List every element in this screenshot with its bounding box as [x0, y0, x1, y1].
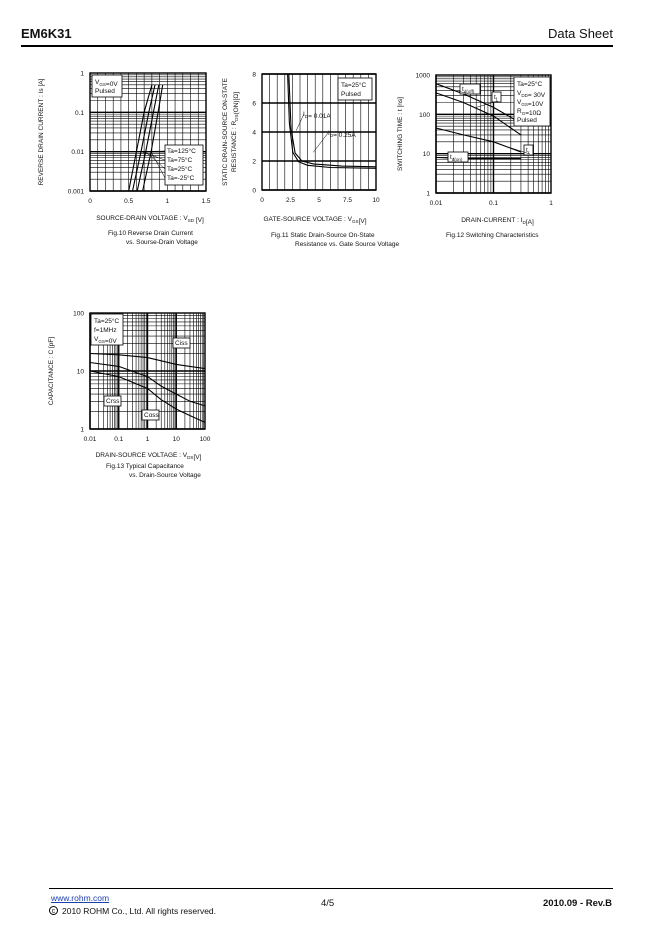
x-tick-label: 1: [145, 436, 150, 443]
series-line: [436, 128, 521, 152]
y-tick-label: 1: [80, 426, 84, 434]
y-tick-label: 1000: [415, 72, 430, 80]
caption-text: Fig.12 Switching Characteristics: [446, 232, 539, 239]
condition-text: f=1MHz: [94, 327, 117, 334]
y-tick-label: 0: [252, 187, 256, 195]
y-tick-label: 0.01: [71, 149, 84, 157]
series-label: $t_r$: [526, 147, 530, 155]
chart-fig12: [397, 73, 553, 240]
revision: 2010.09 - Rev.B: [542, 898, 612, 909]
y-tick-label: 100: [419, 111, 430, 119]
footer-rule: [49, 888, 613, 889]
chart-fig10: [38, 71, 211, 247]
x-axis-label: SOURCE-DRAIN VOLTAGE : $V_{SD}$ [V]: [96, 215, 204, 224]
series-label: Ciss: [175, 340, 188, 347]
x-tick-label: 100: [199, 436, 211, 443]
y-tick-label: 10: [76, 368, 84, 376]
y-tick-label: 10: [422, 151, 430, 159]
website-link[interactable]: www.rohm.com: [51, 893, 110, 903]
x-tick-label: 2.5: [285, 197, 296, 204]
x-axis-label: GATE-SOURCE VOLTAGE : $V_{GS}[V]$: [263, 216, 367, 225]
y-tick-label: 0.1: [74, 109, 84, 117]
y-tick-label: 2: [252, 158, 256, 166]
series-label: Crss: [106, 398, 120, 405]
condition-text: $R_G=10\Omega$: [517, 108, 542, 117]
y-axis-label: SWITCHING TIME : t [ns]: [397, 97, 404, 171]
page-number: 4/5: [321, 898, 335, 909]
document-type: Data Sheet: [547, 26, 613, 41]
x-tick-label: 1: [165, 198, 170, 205]
condition-text: Pulsed: [95, 88, 115, 95]
condition-text: $V_{GS}=0V$: [94, 336, 117, 345]
x-tick-label: 0.01: [83, 436, 97, 443]
legend-entry: Ta=-25°C: [167, 175, 195, 182]
y-tick-label: 1: [80, 70, 84, 78]
condition-text: $V_{GS}=0V$: [95, 79, 118, 88]
y-tick-label: 100: [73, 310, 84, 318]
condition-text: Ta=25°C: [94, 318, 120, 325]
part-number: EM6K31: [21, 26, 72, 41]
x-tick-label: 1.5: [201, 198, 211, 205]
condition-text: Ta=25°C: [517, 81, 543, 88]
series-label: $t_{d(off)}$: [462, 86, 475, 94]
leader-line: [313, 133, 328, 152]
leader-line: [476, 101, 498, 107]
condition-text: Ta=25°C: [341, 82, 367, 89]
y-tick-label: 4: [252, 129, 256, 137]
y-tick-label: 1: [426, 190, 430, 198]
x-tick-label: 0.5: [124, 198, 134, 205]
caption-text: Fig.13 Typical Capacitance: [106, 463, 184, 470]
y-axis-label: RESISTANCE : $R_{DS}(ON)[\Omega]$: [231, 91, 240, 173]
condition-text: Pulsed: [341, 91, 361, 98]
x-tick-label: 10: [172, 436, 180, 443]
y-axis-label: REVERSE DRAIN CURRENT : Is [A]: [38, 78, 45, 186]
y-tick-label: 0.001: [67, 188, 84, 196]
legend-entry: Ta=75°C: [167, 157, 193, 164]
chart-fig11: [222, 72, 399, 249]
caption-text: Resistance vs. Gate Source Voltage: [295, 241, 400, 248]
x-tick-label: 5: [317, 197, 321, 204]
annotation-text: $_D$= 0.01A: [304, 113, 331, 120]
caption-text: vs. Sourse-Drain Voltage: [126, 239, 198, 246]
y-axis-label: STATIC DRAIN-SOURCE ON-STATE: [222, 78, 229, 186]
copyright-icon: c: [49, 906, 58, 915]
x-axis-label: DRAIN-SOURCE VOLTAGE : $V_{DS}[V]$: [95, 452, 202, 461]
condition-text: $V_{DD}= 30V$: [517, 90, 546, 99]
condition-text: Pulsed: [517, 117, 537, 124]
y-tick-label: 6: [252, 100, 256, 108]
condition-text: $V_{GS}=10V$: [517, 99, 544, 108]
x-tick-label: 0.01: [429, 200, 443, 207]
x-tick-label: 1: [549, 200, 553, 207]
x-tick-label: 0: [88, 198, 92, 205]
y-axis-label: CAPACITANCE : C [pF]: [48, 336, 55, 406]
x-axis-label: DRAIN-CURRENT : $I_D[A]$: [461, 217, 534, 226]
x-tick-label: 10: [372, 197, 380, 204]
y-tick-label: 8: [252, 71, 256, 79]
legend-entry: Ta=125°C: [167, 148, 196, 155]
series-label: $t_{d(on)}$: [450, 154, 463, 162]
caption-text: Fig.11 Static Drain-Source On-State: [271, 232, 375, 239]
x-tick-label: 0.1: [488, 200, 499, 207]
legend-entry: Ta=25°C: [167, 166, 193, 173]
series-label: $t_f$: [494, 94, 498, 102]
x-tick-label: 0.1: [114, 436, 124, 443]
caption-text: Fig.10 Reverse Drain Current: [108, 230, 193, 237]
copyright-text: 2010 ROHM Co., Ltd. All rights reserved.: [62, 906, 217, 916]
series-label: Coss: [144, 412, 159, 419]
x-tick-label: 7.5: [342, 197, 353, 204]
caption-text: vs. Drain-Source Voltage: [129, 472, 201, 479]
chart-fig13: [48, 311, 211, 480]
annotation-text: $I_D= 0.25A$: [328, 130, 356, 139]
x-tick-label: 0: [260, 197, 264, 204]
